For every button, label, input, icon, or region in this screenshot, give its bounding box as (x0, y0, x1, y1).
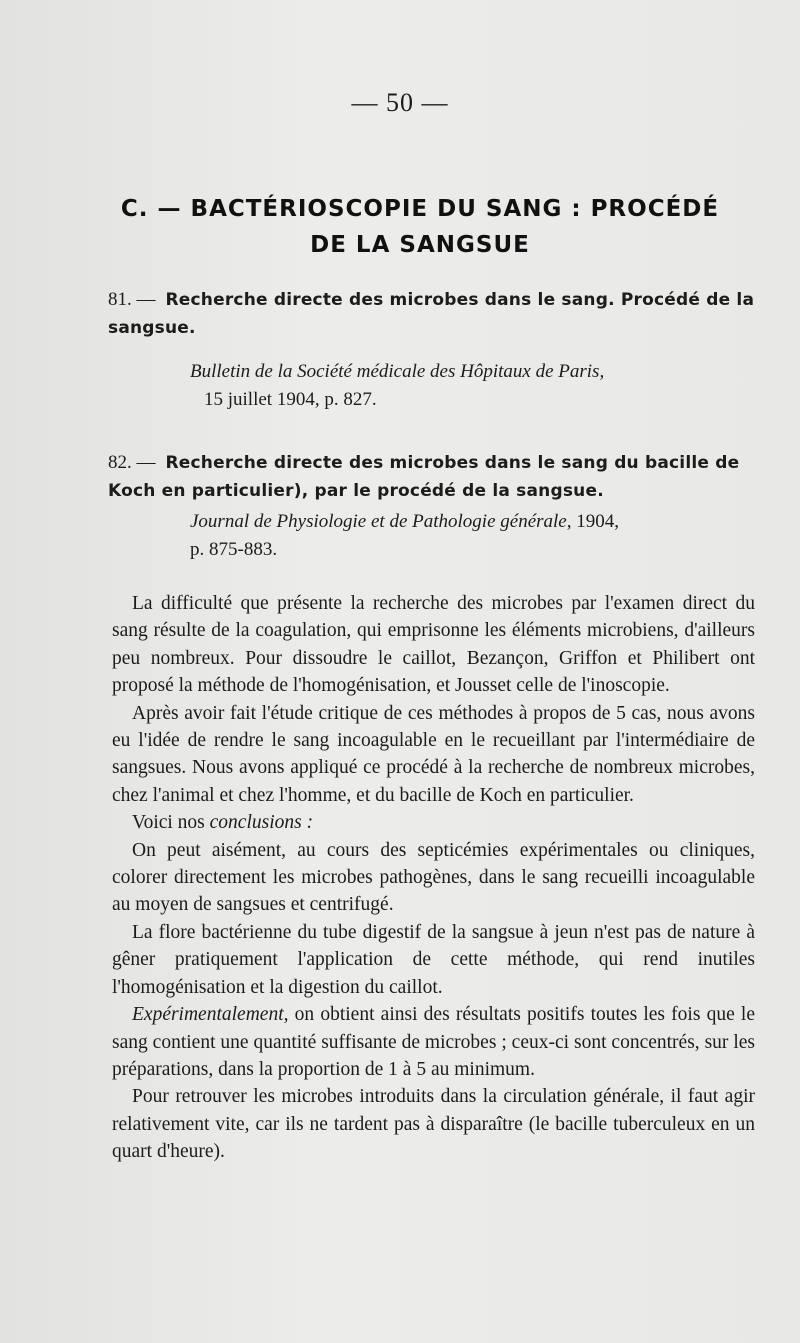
entry-number: 81. — (108, 289, 156, 310)
paragraph: Après avoir fait l'étude critique de ces méthodes à propos de 5 cas, nous avons eu l'idée de rendre le sang incoagulable en le recueillant par l'intermédiaire de sangsues. Nous avons appliqué ce procédé à la recherche de nombreux microbes, chez l'animal et chez l'homme, et du bacille de Koch en particulier. (112, 702, 755, 806)
paragraph-rest: on obtient ainsi des résultats positifs toutes les fois que le sang contient une quantité suffisante de microbes ; ceux-ci sont concentrés, sur les préparations, dans la proportion de 1 à 5 au minimum. (112, 1004, 755, 1080)
entry-title-text: Recherche directe des microbes dans le sang du bacille de Koch en particulier), par le procédé de la sangsue. (108, 453, 740, 501)
emphasis-conclusions: conclusions : (209, 812, 314, 834)
paragraph: On peut aisément, au cours des septicémies expérimentales ou cliniques, colorer directement les microbes pathogènes, dans le sang recueilli incoagulable au moyen de sangsues et centrifugé. (112, 839, 755, 916)
publication-details: 15 juillet 1904, p. 827. (204, 389, 377, 410)
paragraph (112, 1001, 755, 1083)
journal-name: Journal de Physiologie et de Pathologie générale, (190, 511, 572, 532)
paragraph: La flore bactérienne du tube digestif de la sangsue à jeun n'est pas de nature à gêner pratiquement l'application de cette méthode, qui rend inutiles l'homogénisation et la digestion du caillot. (112, 921, 755, 998)
paragraph-lead: Voici nos (132, 812, 205, 834)
journal-name: Bulletin de la Société médicale des Hôpitaux de Paris, (190, 361, 605, 382)
body-text (112, 590, 755, 1166)
paragraph (112, 809, 755, 836)
emphasis-experimentalement: Expérimentalement, (132, 1004, 289, 1026)
publication-pages: p. 875-883. (190, 539, 278, 560)
paragraph: La difficulté que présente la recherche des microbes par l'examen direct du sang résulte de la coagulation, qui emprisonne les éléments microbiens, d'ailleurs peu nombreux. Pour dissoudre le caillot, Bezançon, Griffon et Philibert ont proposé la méthode de l'homogénisation, et Jousset celle de l'inoscopie. (112, 593, 755, 697)
page-number: — 50 — (351, 88, 449, 117)
entry-81-reference (190, 358, 755, 414)
entry-82-reference (190, 508, 755, 564)
entry-81-title (108, 286, 758, 342)
paragraph: Pour retrouver les microbes introduits dans la circulation générale, il faut agir relativement vite, car ils ne tardent pas à disparaître (le bacille tuberculeux en un quart d'heure). (112, 1086, 755, 1163)
entry-number: 82. — (108, 452, 156, 473)
publication-year: 1904, (576, 511, 619, 532)
entry-82-title (108, 449, 758, 505)
section-heading-line2: DE LA SANGSUE (310, 232, 530, 258)
section-heading-line1: C. — BACTÉRIOSCOPIE DU SANG : PROCÉDÉ (120, 196, 720, 222)
entry-title-text: Recherche directe des microbes dans le sang. Procédé de la sangsue. (108, 290, 755, 338)
